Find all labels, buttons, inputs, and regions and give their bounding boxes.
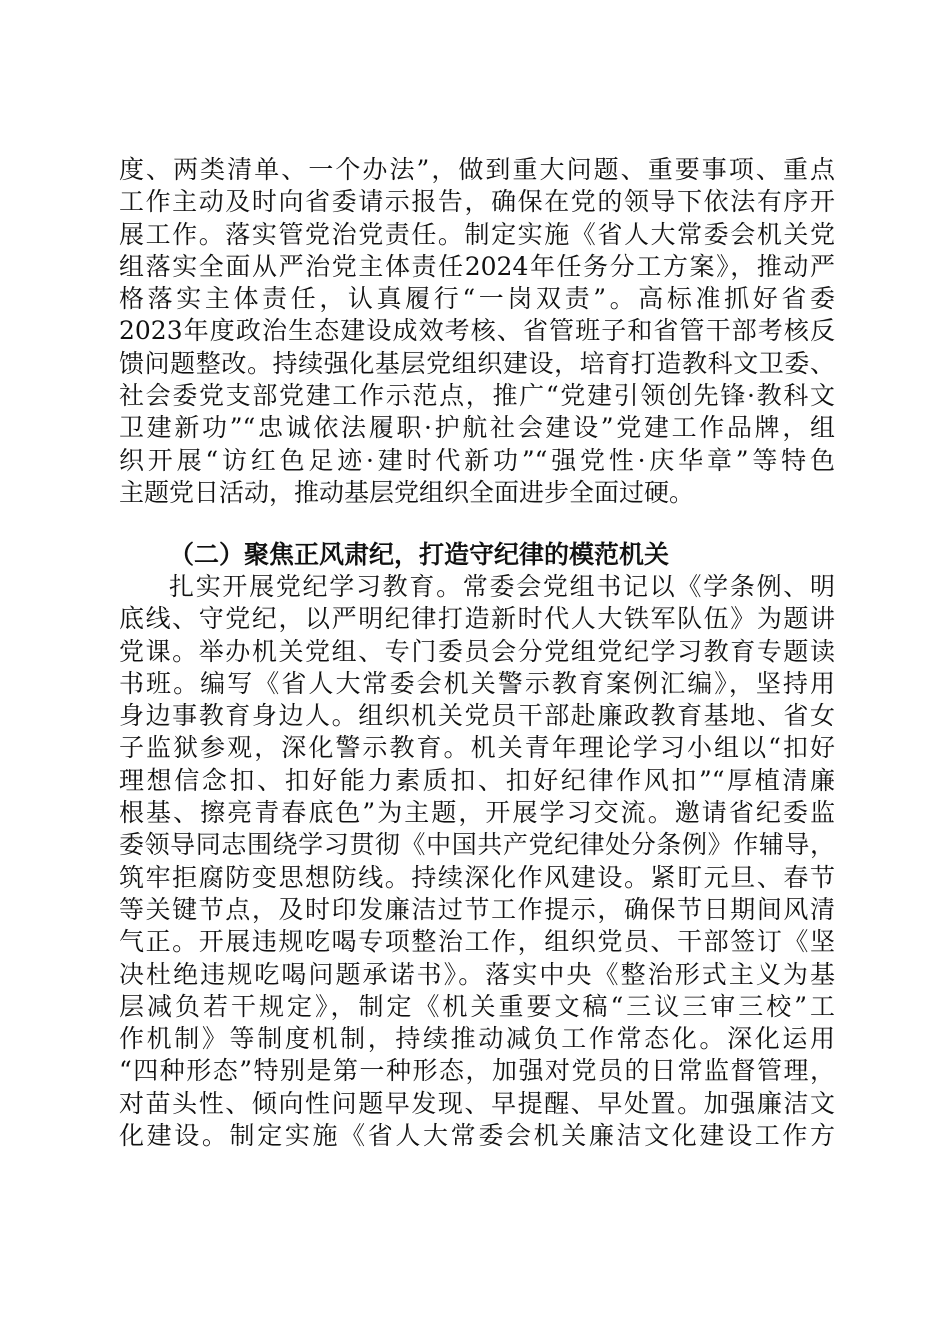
text-line: 等关键节点，及时印发廉洁过节工作提示，确保节日期间风清: [119, 894, 835, 924]
text-line: 底线、守党纪，以严明纪律打造新时代人大铁军队伍》为题讲: [119, 604, 835, 634]
text-line: 格落实主体责任，认真履行“一岗双责”。高标准抓好省委: [119, 284, 835, 314]
text-line: “四种形态”特别是第一种形态，加强对党员的日常监督管理，: [119, 1056, 835, 1086]
text-line: 展工作。落实管党治党责任。制定实施《省人大常委会机关党: [119, 219, 835, 249]
text-line: 卫建新功”“忠诚依法履职·护航社会建设”党建工作品牌，组: [119, 413, 835, 443]
text-line: 气正。开展违规吃喝专项整治工作，组织党员、干部签订《坚: [119, 927, 835, 957]
paragraph-party-leadership: [119, 154, 835, 509]
section-heading: （二）聚焦正风肃纪，打造守纪律的模范机关: [169, 540, 670, 569]
text-line: 主题党日活动，推动基层党组织全面进步全面过硬。: [119, 477, 695, 507]
text-line: 层减负若干规定》，制定《机关重要文稿“三议三审三校”工: [119, 991, 835, 1021]
text-line: 党课。举办机关党组、专门委员会分党组党纪学习教育专题读: [119, 636, 835, 666]
text-line: 组落实全面从严治党主体责任2024年任务分工方案》，推动严: [119, 251, 835, 281]
text-line: 决杜绝违规吃喝问题承诺书》。落实中央《整治形式主义为基: [119, 959, 835, 989]
text-line: 委领导同志围绕学习贯彻《中国共产党纪律处分条例》作辅导，: [119, 830, 835, 860]
text-line: 社会委党支部党建工作示范点，推广“党建引领创先锋·教科文: [119, 381, 835, 411]
text-line: 身边事教育身边人。组织机关党员干部赴廉政教育基地、省女: [119, 701, 835, 731]
text-line: 馈问题整改。持续强化基层党组织建设，培育打造教科文卫委、: [119, 348, 835, 378]
text-line: 对苗头性、倾向性问题早发现、早提醒、早处置。加强廉洁文: [119, 1088, 835, 1118]
text-line: 作机制》等制度机制，持续推动减负工作常态化。深化运用: [119, 1024, 835, 1054]
paragraph-discipline: [119, 571, 835, 1152]
text-line: 化建设。制定实施《省人大常委会机关廉洁文化建设工作方: [119, 1121, 835, 1151]
text-line: 扎实开展党纪学习教育。常委会党组书记以《学条例、明: [169, 572, 835, 601]
text-line: 书班。编写《省人大常委会机关警示教育案例汇编》，坚持用: [119, 668, 835, 698]
text-line: 子监狱参观，深化警示教育。机关青年理论学习小组以“扣好: [119, 733, 835, 763]
text-line: 度、两类清单、一个办法”，做到重大问题、重要事项、重点: [119, 155, 835, 184]
text-line: 理想信念扣、扣好能力素质扣、扣好纪律作风扣”“厚植清廉: [119, 765, 835, 795]
text-line: 工作主动及时向省委请示报告，确保在党的领导下依法有序开: [119, 187, 835, 217]
text-line: 织开展“访红色足迹·建时代新功”“强党性·庆华章”等特色: [119, 445, 835, 475]
text-line: 筑牢拒腐防变思想防线。持续深化作风建设。紧盯元旦、春节: [119, 862, 835, 892]
text-line: 2023年度政治生态建设成效考核、省管班子和省管干部考核反: [119, 316, 835, 346]
text-line: 根基、擦亮青春底色”为主题，开展学习交流。邀请省纪委监: [119, 798, 835, 828]
